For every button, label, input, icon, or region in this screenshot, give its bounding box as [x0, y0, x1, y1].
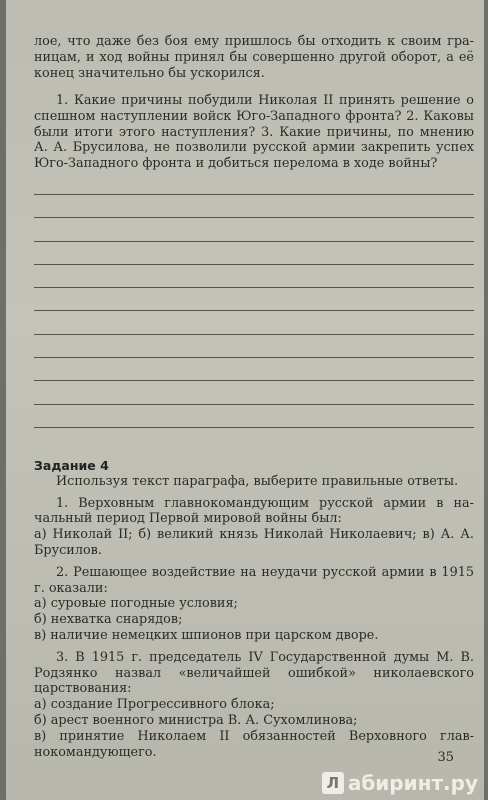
page-number: 35 — [437, 750, 454, 765]
answer-line[interactable] — [34, 380, 474, 381]
answer-line[interactable] — [34, 427, 474, 428]
answer-line[interactable] — [34, 241, 474, 242]
watermark — [322, 770, 478, 796]
questions-block — [34, 93, 474, 172]
answer-line[interactable] — [34, 357, 474, 358]
option-b: б) арест военного министра В. А. Сухомлинова; — [34, 712, 358, 728]
question-1: 1. Верховным главнокомандующим русской армии в начальный период Первой мировой войны был: — [34, 495, 474, 527]
option-c: в) принятие Николаем II обязанностей Верховного главнокомандующего. — [34, 728, 474, 760]
question-1-options: а) Николай II; б) великий князь Николай Николаевич; в) А. А. Брусилов. — [34, 527, 474, 558]
intro-line: ницам, и ход войны принял бы совершенно другой оборот, а её — [34, 49, 474, 65]
question-2: 2. Решающее воздействие на неудачи русской армии в 1915 г. оказали: — [34, 564, 474, 596]
intro-line: лое, что даже без боя ему пришлось бы отходить к своим гра- — [34, 34, 474, 49]
answer-line[interactable] — [34, 287, 474, 288]
answer-line[interactable] — [34, 334, 474, 335]
option-b: б) нехватка снарядов; — [34, 612, 183, 628]
answer-line[interactable] — [34, 264, 474, 265]
option-a: а) суровые погодные условия; — [34, 596, 238, 612]
task4-section — [34, 458, 474, 760]
labirint-logo-icon: Л — [322, 772, 344, 794]
textbook-page — [6, 0, 484, 800]
question-3: 3. В 1915 г. председатель IV Государственной думы М. В. Родзянко назвал «величайшей ошибкой» николаевского царствования: — [34, 649, 474, 697]
questions-text: 1. Какие причины побудили Николая II принять решение о спешном наступлении войск Юго-Западного фронта? 2. Каковы были итоги этого наступления? 3. Какие причины, по мнению А. А. Брусилова, не позволили русской армии закрепить успех Юго-Западного фронта и добиться перелома в ходе войны? — [34, 93, 474, 172]
intro-paragraph — [34, 34, 474, 81]
answer-line[interactable] — [34, 404, 474, 405]
task4-heading: Задание 4 — [34, 458, 109, 473]
watermark-text: абиринт.ру — [347, 771, 478, 795]
answer-line[interactable] — [34, 217, 474, 218]
option-a: а) создание Прогрессивного блока; — [34, 697, 275, 713]
answer-lines[interactable] — [34, 194, 474, 450]
intro-line: конец значительно бы ускорился. — [34, 65, 265, 81]
answer-line[interactable] — [34, 310, 474, 311]
task4-instruction: Используя текст параграфа, выберите правильные ответы. — [56, 473, 459, 489]
answer-line[interactable] — [34, 194, 474, 195]
option-c: в) наличие немецких шпионов при царском дворе. — [34, 627, 379, 643]
